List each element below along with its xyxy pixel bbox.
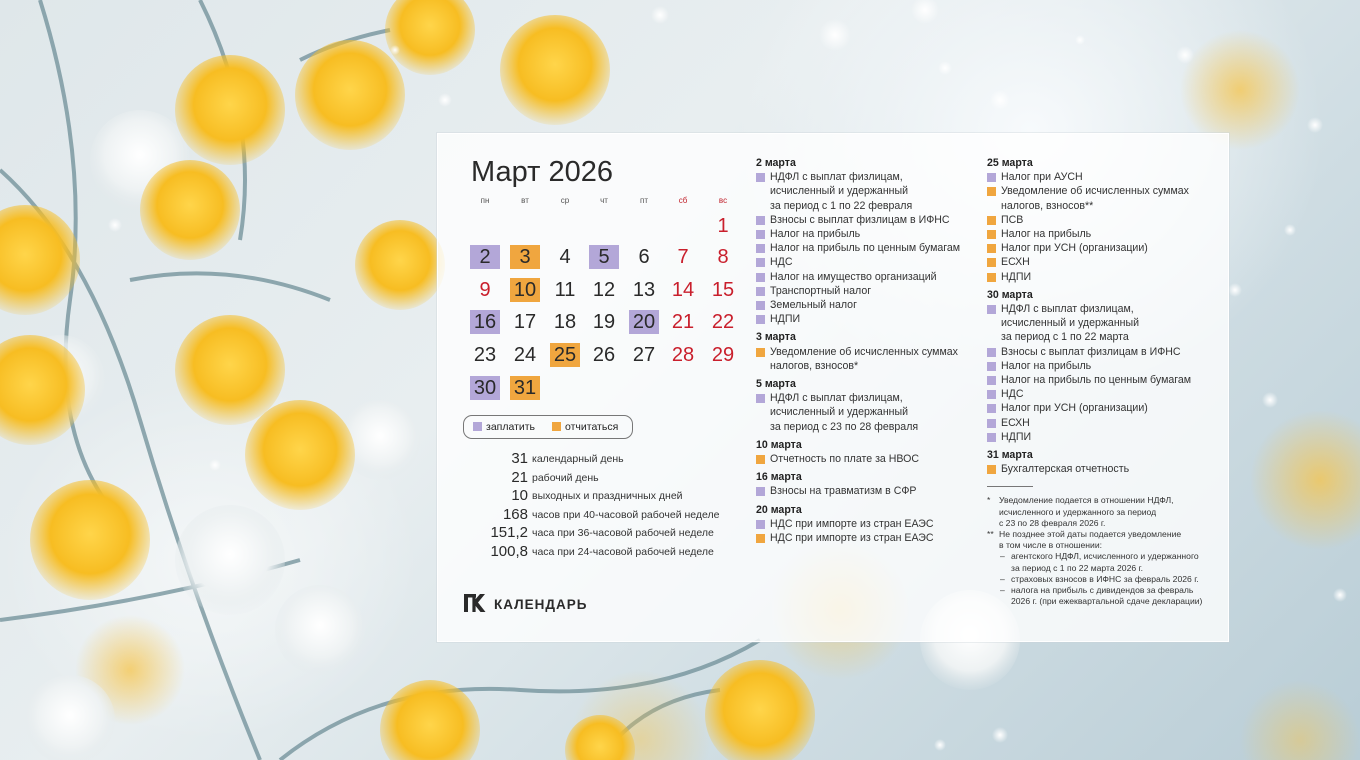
deadline-item xyxy=(756,345,981,373)
calendar-day-4: 4 xyxy=(559,246,571,268)
month-title: Март 2026 xyxy=(471,156,613,188)
deadline-item xyxy=(756,255,981,269)
deadline-item xyxy=(987,170,1222,184)
bullet-dash: – xyxy=(1000,573,1005,584)
legend-report-label: отчитаться xyxy=(565,421,619,433)
footnote-mark: ** xyxy=(987,529,994,540)
weekday-вс: вс xyxy=(718,196,728,205)
deadline-item-text: НДФЛ с выплат физлицам, xyxy=(1001,303,1134,316)
deadline-item xyxy=(987,302,1222,345)
calendar-day-9: 9 xyxy=(479,279,491,301)
stat-number: 151,2 xyxy=(490,524,528,541)
deadline-item xyxy=(756,484,981,498)
deadline-date: 16 марта xyxy=(756,471,802,484)
logo-text: КАЛЕНДАРЬ xyxy=(494,597,588,612)
legend xyxy=(463,415,633,439)
deadline-item-text: Налог при АУСН xyxy=(1001,171,1083,184)
deadline-date: 31 марта xyxy=(987,449,1033,462)
footnote xyxy=(987,495,1222,529)
gk-logo-icon xyxy=(464,592,589,614)
deadline-item-text: налогов, взносов** xyxy=(1001,199,1094,212)
weekday-вт: вт xyxy=(521,196,529,205)
stat-number: 168 xyxy=(502,505,528,523)
deadline-item-text: Взносы с выплат физлицам в ИФНС xyxy=(1001,345,1181,358)
weekday-чт: чт xyxy=(600,196,608,205)
deadline-item xyxy=(756,312,981,326)
calendar-day-20: 20 xyxy=(629,310,659,334)
pay-marker xyxy=(756,173,765,182)
deadline-item xyxy=(987,184,1222,212)
deadline-item xyxy=(756,213,981,227)
calendar-day-8: 8 xyxy=(717,246,729,268)
deadline-item xyxy=(987,345,1222,359)
calendar-day-3: 3 xyxy=(510,245,540,269)
pay-marker xyxy=(987,348,996,357)
deadline-date: 5 марта xyxy=(756,378,796,391)
footnote-bullet xyxy=(987,551,1222,573)
stat-row xyxy=(463,543,763,561)
deadline-item xyxy=(756,298,981,312)
calendar-day-31: 31 xyxy=(510,376,540,400)
stat-row xyxy=(463,487,763,505)
stat-number: 10 xyxy=(511,487,528,504)
footnote-bullet xyxy=(987,585,1222,607)
deadline-item xyxy=(756,391,981,434)
legend-pay-label: заплатить xyxy=(486,421,536,433)
footnote-bullet-text: 2026 г. (при ежеквартальной сдаче декларации) xyxy=(1011,596,1203,607)
pay-marker xyxy=(756,216,765,225)
deadline-item xyxy=(987,241,1222,255)
deadline-item-text: Транспортный налог xyxy=(770,284,872,297)
report-marker xyxy=(987,465,996,474)
calendar-day-17: 17 xyxy=(513,311,537,333)
deadline-item-text: Налог на прибыль xyxy=(1001,359,1092,372)
calendar-day-23: 23 xyxy=(473,344,497,366)
deadline-item-text: ЕСХН xyxy=(1001,256,1030,269)
deadline-item-text: Отчетность по плате за НВОС xyxy=(770,453,920,466)
deadline-item-text: Взносы с выплат физлицам в ИФНС xyxy=(770,213,950,226)
deadline-item-text: НДПИ xyxy=(1001,270,1032,283)
stat-row xyxy=(463,524,763,542)
deadline-item-text: НДС xyxy=(770,256,793,269)
deadline-item xyxy=(987,416,1222,430)
deadline-item-text: исчисленный и удержанный xyxy=(1001,317,1140,330)
calendar-day-25: 25 xyxy=(550,343,580,367)
deadline-item-text: Налог на имущество организаций xyxy=(770,270,937,283)
deadline-item xyxy=(987,387,1222,401)
calendar-day-16: 16 xyxy=(470,310,500,334)
deadline-item-text: НДФЛ с выплат физлицам, xyxy=(770,392,903,405)
deadline-item xyxy=(756,170,981,213)
calendar-day-13: 13 xyxy=(632,279,656,301)
deadline-item-text: за период с 1 по 22 февраля xyxy=(770,199,913,212)
footnote-bullet xyxy=(987,574,1222,585)
footnote-bullet-text: за период с 1 по 22 марта 2026 г. xyxy=(1011,562,1143,573)
calendar-panel xyxy=(437,133,1229,642)
calendar-day-15: 15 xyxy=(711,279,735,301)
footnote-separator xyxy=(987,486,1033,487)
deadline-item xyxy=(756,241,981,255)
report-swatch xyxy=(552,422,561,431)
deadline-item-text: исчисленный и удержанный xyxy=(770,406,909,419)
deadline-item xyxy=(756,270,981,284)
calendar-day-1: 1 xyxy=(717,215,729,237)
stat-row xyxy=(463,469,763,487)
calendar-day-21: 21 xyxy=(671,311,695,333)
pay-marker xyxy=(987,173,996,182)
weekday-ср: ср xyxy=(560,196,570,205)
deadline-item-text: Налог на прибыль по ценным бумагам xyxy=(1001,374,1192,387)
pay-marker xyxy=(987,419,996,428)
calendar-day-27: 27 xyxy=(632,344,656,366)
deadline-item xyxy=(987,373,1222,387)
pay-swatch xyxy=(473,422,482,431)
calendar-day-12: 12 xyxy=(592,279,616,301)
calendar-day-14: 14 xyxy=(671,279,695,301)
calendar-day-7: 7 xyxy=(677,246,689,268)
deadline-item-text: НДФЛ с выплат физлицам, xyxy=(770,171,903,184)
stat-label: рабочий день xyxy=(532,471,599,484)
pay-marker xyxy=(987,305,996,314)
deadline-item xyxy=(987,270,1222,284)
deadline-item xyxy=(987,401,1222,415)
weekday-пт: пт xyxy=(640,196,648,205)
weekday-сб: сб xyxy=(678,196,688,205)
deadline-item xyxy=(987,255,1222,269)
deadline-item-text: за период с 1 по 22 марта xyxy=(1001,331,1129,344)
bullet-dash: – xyxy=(1000,551,1005,562)
pay-marker xyxy=(987,390,996,399)
deadline-item-text: НДПИ xyxy=(770,313,801,326)
deadline-item xyxy=(756,227,981,241)
logo xyxy=(464,592,589,619)
pay-marker xyxy=(756,520,765,529)
deadline-item-text: налогов, взносов* xyxy=(770,359,859,372)
deadline-item-text: ЕСХН xyxy=(1001,416,1030,429)
footnote-text: с 23 по 28 февраля 2026 г. xyxy=(999,517,1106,528)
calendar-day-11: 11 xyxy=(554,279,576,301)
pay-marker xyxy=(756,230,765,239)
deadline-item xyxy=(987,213,1222,227)
deadline-item-text: Бухгалтерская отчетность xyxy=(1001,463,1130,476)
stat-number: 31 xyxy=(511,450,528,467)
pay-marker xyxy=(756,258,765,267)
deadline-item xyxy=(987,430,1222,444)
footnote-mark: * xyxy=(987,495,991,506)
footnote xyxy=(987,529,1222,551)
stat-number: 100,8 xyxy=(490,542,528,560)
deadline-item-text: Налог на прибыль xyxy=(770,228,861,241)
deadline-item-text: НДС при импорте из стран ЕАЭС xyxy=(770,517,934,530)
calendar-day-2: 2 xyxy=(470,245,500,269)
footnote-text: в том числе в отношении: xyxy=(999,540,1103,551)
deadline-item-text: Земельный налог xyxy=(770,299,857,312)
pay-marker xyxy=(987,433,996,442)
deadline-date: 2 марта xyxy=(756,157,796,169)
deadlines-column-2 xyxy=(987,156,1222,608)
footnote-text: Уведомление подается в отношении НДФЛ, xyxy=(999,495,1174,506)
footnote-bullet-text: страховых взносов в ИФНС за февраль 2026 г. xyxy=(1011,573,1199,584)
stat-row xyxy=(463,506,763,524)
stat-number: 21 xyxy=(511,468,528,486)
pay-marker xyxy=(756,487,765,496)
report-marker xyxy=(756,455,765,464)
deadline-item-text: исчисленный и удержанный xyxy=(770,185,909,198)
deadline-item-text: НДПИ xyxy=(1001,430,1032,443)
stat-label: часа при 36-часовой рабочей неделе xyxy=(532,527,714,539)
deadline-date: 25 марта xyxy=(987,157,1033,169)
deadline-item-text: Налог при УСН (организации) xyxy=(1001,242,1148,255)
deadline-item-text: Налог на прибыль по ценным бумагам xyxy=(770,242,961,255)
deadlines-column-1 xyxy=(756,156,981,545)
report-marker xyxy=(987,244,996,253)
deadline-item-text: Уведомление об исчисленных суммах xyxy=(1001,185,1189,198)
deadline-date: 10 марта xyxy=(756,438,802,451)
calendar-day-19: 19 xyxy=(592,311,616,333)
deadline-item xyxy=(987,359,1222,373)
deadline-item-text: Взносы на травматизм в СФР xyxy=(770,485,917,498)
pay-marker xyxy=(756,273,765,282)
pay-marker xyxy=(987,376,996,385)
calendar-day-5: 5 xyxy=(589,245,619,269)
deadline-item-text: Уведомление об исчисленных суммах xyxy=(770,345,958,358)
calendar-day-30: 30 xyxy=(470,376,500,400)
calendar-day-29: 29 xyxy=(711,344,735,366)
calendar-day-18: 18 xyxy=(553,311,577,333)
pay-marker xyxy=(756,244,765,253)
footnote-bullet-text: налога на прибыль с дивидендов за февраль xyxy=(1011,585,1194,596)
pay-marker xyxy=(987,404,996,413)
pay-marker xyxy=(756,315,765,324)
deadline-item-text: ПСВ xyxy=(1001,213,1024,226)
deadline-item xyxy=(987,462,1222,476)
calendar-day-22: 22 xyxy=(711,311,735,333)
footnote-text: исчисленного и удержанного за период xyxy=(999,506,1157,517)
stat-label: выходных и праздничных дней xyxy=(532,490,683,502)
report-marker xyxy=(987,216,996,225)
deadline-item xyxy=(756,517,981,531)
deadline-date: 20 марта xyxy=(756,503,802,516)
calendar-day-10: 10 xyxy=(510,278,540,302)
calendar-day-6: 6 xyxy=(638,246,650,268)
deadline-item-text: НДС при импорте из стран ЕАЭС xyxy=(770,532,934,545)
pay-marker xyxy=(756,287,765,296)
deadline-item-text: Налог на прибыль xyxy=(1001,228,1092,241)
deadline-item xyxy=(987,227,1222,241)
deadline-date: 30 марта xyxy=(987,288,1033,301)
stat-label: часа при 24-часовой рабочей неделе xyxy=(532,545,714,558)
footnote-bullet-text: агентского НДФЛ, исчисленного и удержанного xyxy=(1011,551,1199,562)
report-marker xyxy=(756,348,765,357)
deadline-item xyxy=(756,531,981,545)
report-marker xyxy=(987,273,996,282)
pay-marker xyxy=(756,394,765,403)
report-marker xyxy=(756,534,765,543)
pay-marker xyxy=(756,301,765,310)
weekday-пн: пн xyxy=(480,196,490,205)
bullet-dash: – xyxy=(1000,585,1005,596)
deadline-item-text: НДС xyxy=(1001,388,1024,401)
deadline-date: 3 марта xyxy=(756,331,796,344)
report-marker xyxy=(987,187,996,196)
stat-row xyxy=(463,450,763,468)
stat-label: календарный день xyxy=(532,453,624,465)
report-marker xyxy=(987,258,996,267)
deadline-item-text: за период с 23 по 28 февраля xyxy=(770,420,919,433)
report-marker xyxy=(987,230,996,239)
pay-marker xyxy=(987,362,996,371)
calendar-day-26: 26 xyxy=(592,344,616,366)
calendar-day-28: 28 xyxy=(671,344,695,366)
footnote-text: Не позднее этой даты подается уведомление xyxy=(999,529,1182,540)
deadline-item xyxy=(756,284,981,298)
stat-label: часов при 40-часовой рабочей неделе xyxy=(532,508,720,521)
deadline-item-text: Налог при УСН (организации) xyxy=(1001,402,1148,415)
deadline-item xyxy=(756,452,981,466)
calendar-day-24: 24 xyxy=(513,344,537,366)
